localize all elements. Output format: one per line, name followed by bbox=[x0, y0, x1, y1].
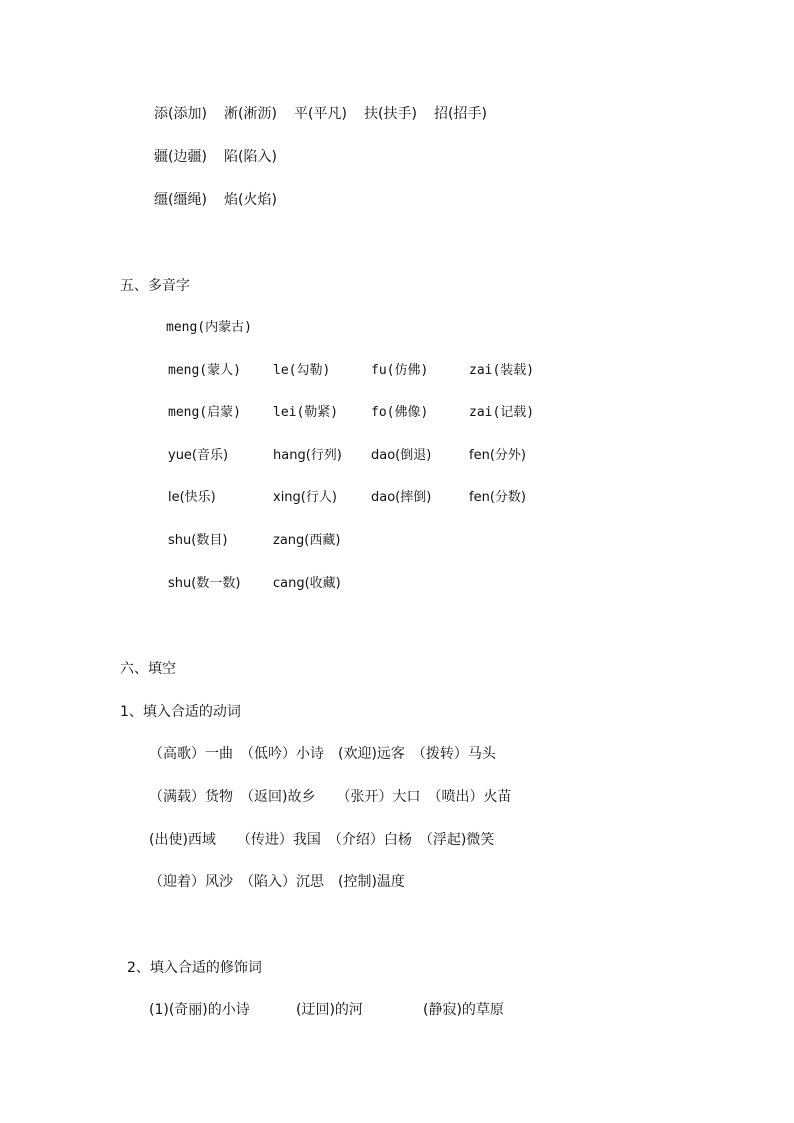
vocab-row-1 bbox=[154, 104, 207, 124]
polyphonic-cell: fu(仿佛) bbox=[371, 363, 429, 378]
polyphonic-cell: le(勾勒) bbox=[273, 363, 331, 378]
subheading-verbs: 1、填入合适的动词 bbox=[120, 704, 241, 720]
modifier-item: (1)(奇丽)的小诗 bbox=[149, 1002, 250, 1018]
polyphonic-cell: lei(勒紧) bbox=[273, 405, 339, 420]
polyphonic-cell: fen(分数) bbox=[469, 490, 526, 505]
verb-line: （迎着）风沙 （陷入）沉思 (控制)温度 bbox=[149, 874, 405, 890]
subheading-modifiers: 2、填入合适的修饰词 bbox=[127, 960, 262, 976]
polyphonic-cell: xing(行人) bbox=[273, 490, 337, 505]
polyphonic-cell: zai(记载) bbox=[469, 405, 535, 420]
vocab-item: 招(招手) bbox=[434, 106, 487, 122]
polyphonic-cell: meng(启蒙) bbox=[168, 405, 241, 420]
polyphonic-cell: fen(分外) bbox=[469, 448, 526, 463]
vocab-item: 扶(扶手) bbox=[364, 106, 417, 122]
verb-line: （高歌）一曲 （低吟）小诗 (欢迎)远客 （拨转）马头 bbox=[149, 746, 496, 762]
polyphonic-cell: shu(数目) bbox=[168, 533, 228, 548]
polyphonic-cell: le(快乐) bbox=[168, 490, 216, 505]
vocab-item: 缰(缰绳) bbox=[154, 192, 207, 208]
verb-line: (出使)西域 （传进）我国 （介绍）白杨 （浮起)微笑 bbox=[149, 832, 495, 848]
polyphonic-cell: shu(数一数) bbox=[168, 576, 241, 591]
section-heading-polyphonic: 五、多音字 bbox=[120, 278, 190, 294]
polyphonic-cell: dao(倒退) bbox=[371, 448, 432, 463]
section-heading-fill: 六、填空 bbox=[120, 661, 176, 677]
vocab-item: 添(添加) bbox=[154, 106, 207, 122]
vocab-item: 陷(陷入) bbox=[224, 149, 277, 165]
modifier-item: (迂回)的河 bbox=[296, 1002, 363, 1018]
vocab-item: 疆(边疆) bbox=[154, 149, 207, 165]
vocab-item: 平(平凡) bbox=[294, 106, 347, 122]
polyphonic-cell: dao(摔倒) bbox=[371, 490, 432, 505]
polyphonic-cell: zang(西藏) bbox=[273, 533, 341, 548]
polyphonic-cell: cang(收藏) bbox=[273, 576, 341, 591]
modifier-item: (静寂)的草原 bbox=[423, 1002, 504, 1018]
polyphonic-cell: fo(佛像) bbox=[371, 405, 429, 420]
polyphonic-cell: yue(音乐) bbox=[168, 448, 229, 463]
vocab-item: 淅(淅沥) bbox=[224, 106, 277, 122]
polyphonic-cell: zai(装载) bbox=[469, 363, 535, 378]
vocab-item: 焰(火焰) bbox=[224, 192, 277, 208]
polyphonic-cell: meng(蒙人) bbox=[168, 363, 241, 378]
polyphonic-cell: hang(行列) bbox=[273, 448, 342, 463]
verb-line: （满载）货物 （返回)故乡 （张开）大口 （喷出）火苗 bbox=[149, 789, 512, 805]
polyphonic-intro: meng(内蒙古) bbox=[166, 320, 252, 335]
